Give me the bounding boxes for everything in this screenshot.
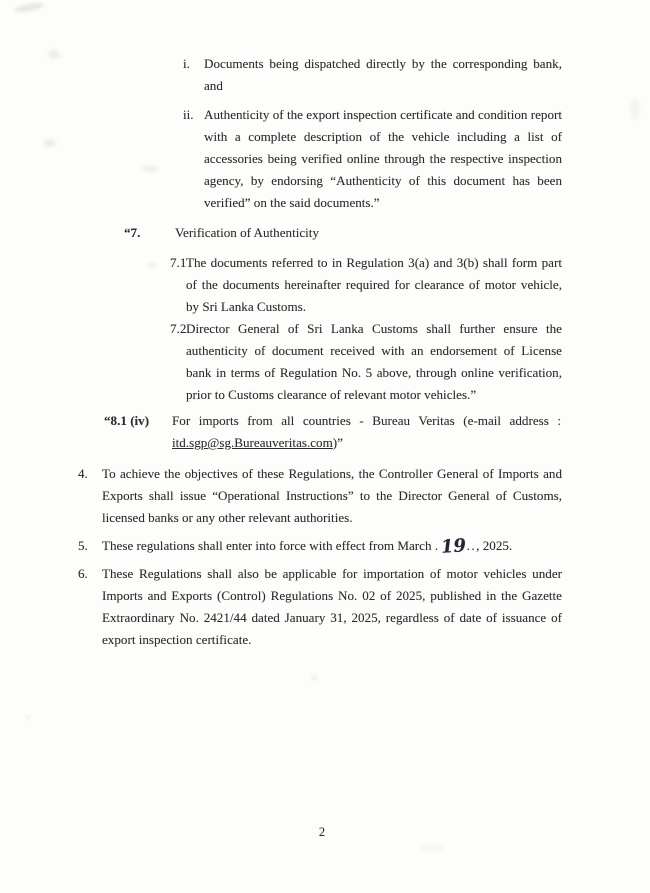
list-item-ii (183, 104, 650, 214)
page-number: 2 (318, 825, 326, 839)
section-8-1-iv-close: )” (332, 435, 343, 450)
clause-7-2-marker: 7.2 (170, 321, 187, 336)
numbered-item-5-lead: These regulations shall enter into force with effect from March (102, 538, 432, 553)
numbered-item-4 (78, 463, 650, 529)
list-item-ii-marker: ii. (183, 107, 194, 122)
list-item-i-marker: i. (183, 56, 190, 71)
scan-artifact (312, 676, 316, 680)
list-item-i (183, 53, 650, 97)
document-content (0, 53, 650, 651)
list-item-ii-text: Authenticity of the export inspection certificate and condition report with a complete description of the vehicle including a list of accessories being verified online through the respective inspection agency, by endorsing “Authenticity of this document has been verified” on the said documents.” (204, 107, 562, 210)
numbered-item-6-number: 6. (78, 566, 88, 581)
dotted-leader: . (434, 538, 440, 553)
numbered-item-5 (78, 535, 650, 557)
section-8-1-iv-lead: For imports from all countries - Bureau Veritas (e-mail address : (172, 413, 561, 428)
clause-7-1-marker: 7.1 (170, 255, 187, 270)
clause-7-1-text: The documents referred to in Regulation 3(a) and 3(b) shall form part of the documents hereinafter required for clearance of motor vehicle, by Sri Lanka Customs. (186, 255, 562, 314)
section-8-1-iv-text (172, 410, 561, 454)
clause-7-2-text: Director General of Sri Lanka Customs shall further ensure the authenticity of document received with an endorsement of License bank in terms of Regulation No. 5 above, through online verification, prior to Customs clearance of relevant motor vehicles.” (186, 321, 562, 402)
email-link[interactable]: itd.sgp@sg.Bureauveritas.com (172, 435, 333, 450)
section-7-heading (124, 222, 650, 244)
dotted-leader: .. (466, 538, 477, 553)
numbered-item-4-number: 4. (78, 466, 88, 481)
numbered-item-4-text: To achieve the objectives of these Regulations, the Controller General of Imports and Exports shall issue “Operational Instructions” to the Director General of Customs, licensed banks or any other relevant authorities. (102, 466, 562, 525)
numbered-item-6-text: These Regulations shall also be applicable for importation of motor vehicles under Imports and Exports (Control) Regulations No. 02 of 2025, published in the Gazette Extraordinary No. 2421/44 dated January 31, 2025, regardless of date of issuance of export inspection certificate. (102, 566, 562, 647)
section-7-marker: “7. (124, 225, 141, 240)
clause-7-1 (170, 252, 650, 318)
section-8-1-iv (104, 410, 650, 454)
scan-artifact (14, 1, 45, 13)
section-7-title: Verification of Authenticity (175, 225, 319, 240)
numbered-item-5-number: 5. (78, 538, 88, 553)
scan-artifact (420, 845, 446, 851)
numbered-item-5-tail: , 2025. (476, 538, 513, 553)
numbered-item-5-text (102, 535, 562, 557)
list-item-i-text: Documents being dispatched directly by the corresponding bank, and (204, 56, 562, 93)
section-8-1-iv-marker: “8.1 (iv) (104, 413, 150, 428)
scan-artifact (26, 716, 29, 719)
clause-7-2 (170, 318, 650, 406)
handwritten-date: 19 (439, 535, 467, 558)
numbered-item-6 (78, 563, 650, 651)
